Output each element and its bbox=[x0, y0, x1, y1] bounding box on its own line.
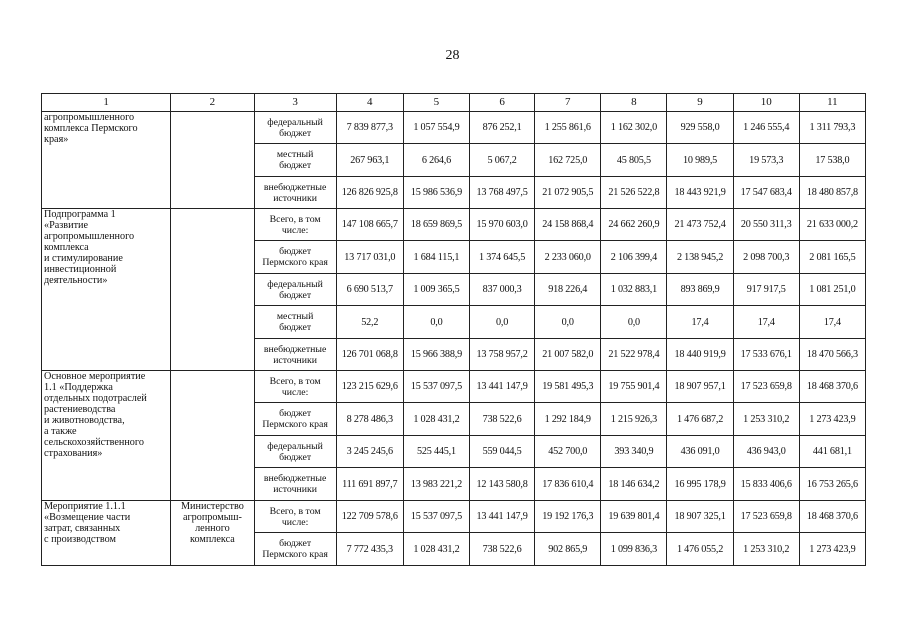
program-title: агропромышленного комплекса Пермского края» bbox=[44, 112, 138, 145]
funding-source: федеральный бюджет bbox=[267, 440, 323, 463]
amount-cell: 18 443 921,9 bbox=[667, 177, 733, 209]
amount-cell: 17,4 bbox=[799, 306, 865, 339]
column-header: 4 bbox=[336, 94, 403, 112]
program-title-cell bbox=[42, 112, 171, 209]
amount-cell: 436 091,0 bbox=[667, 436, 733, 468]
funding-source-cell bbox=[254, 533, 336, 566]
amount-cell: 918 226,4 bbox=[535, 274, 601, 306]
amount-cell: 19 755 901,4 bbox=[601, 371, 667, 403]
funding-source-cell bbox=[254, 274, 336, 306]
funding-source: Всего, в том числе: bbox=[269, 375, 321, 398]
amount-cell: 8 278 486,3 bbox=[336, 403, 403, 436]
amount-cell: 452 700,0 bbox=[535, 436, 601, 468]
amount-cell: 13 758 957,2 bbox=[470, 339, 535, 371]
funding-source-cell bbox=[254, 112, 336, 144]
amount-cell: 2 233 060,0 bbox=[535, 241, 601, 274]
responsible-cell bbox=[171, 209, 254, 371]
amount-cell: 1 253 310,2 bbox=[733, 533, 799, 566]
amount-cell: 162 725,0 bbox=[535, 144, 601, 177]
funding-source-cell bbox=[254, 501, 336, 533]
funding-source-cell bbox=[254, 209, 336, 241]
amount-cell: 837 000,3 bbox=[470, 274, 535, 306]
amount-cell: 19 581 495,3 bbox=[535, 371, 601, 403]
amount-cell: 6 690 513,7 bbox=[336, 274, 403, 306]
amount-cell: 1 273 423,9 bbox=[799, 403, 865, 436]
amount-cell: 15 970 603,0 bbox=[470, 209, 535, 241]
amount-cell: 1 009 365,5 bbox=[403, 274, 469, 306]
amount-cell: 21 522 978,4 bbox=[601, 339, 667, 371]
column-header: 2 bbox=[171, 94, 254, 112]
amount-cell: 1 292 184,9 bbox=[535, 403, 601, 436]
amount-cell: 18 146 634,2 bbox=[601, 468, 667, 501]
amount-cell: 24 662 260,9 bbox=[601, 209, 667, 241]
amount-cell: 13 441 147,9 bbox=[470, 371, 535, 403]
amount-cell: 1 057 554,9 bbox=[403, 112, 469, 144]
amount-cell: 1 032 883,1 bbox=[601, 274, 667, 306]
amount-cell: 16 753 265,6 bbox=[799, 468, 865, 501]
amount-cell: 1 099 836,3 bbox=[601, 533, 667, 566]
funding-source: местный бюджет bbox=[276, 149, 314, 171]
program-title: Основное мероприятие 1.1 «Поддержка отдельных подотраслей растениеводства и животноводства, а также сельскохозяйственного страхования» bbox=[44, 371, 147, 459]
amount-cell: 1 374 645,5 bbox=[470, 241, 535, 274]
amount-cell: 24 158 868,4 bbox=[535, 209, 601, 241]
program-title-cell bbox=[42, 371, 171, 501]
amount-cell: 393 340,9 bbox=[601, 436, 667, 468]
amount-cell: 17,4 bbox=[733, 306, 799, 339]
amount-cell: 18 440 919,9 bbox=[667, 339, 733, 371]
amount-cell: 111 691 897,7 bbox=[336, 468, 403, 501]
amount-cell: 123 215 629,6 bbox=[336, 371, 403, 403]
amount-cell: 17 523 659,8 bbox=[733, 501, 799, 533]
program-title: Мероприятие 1.1.1 «Возмещение части затрат, связанных с производством bbox=[44, 501, 131, 545]
funding-source-cell bbox=[254, 144, 336, 177]
amount-cell: 0,0 bbox=[535, 306, 601, 339]
amount-cell: 18 468 370,6 bbox=[799, 371, 865, 403]
funding-source: бюджет Пермского края bbox=[262, 246, 328, 268]
funding-source: внебюджетные источники bbox=[263, 181, 327, 204]
amount-cell: 13 983 221,2 bbox=[403, 468, 469, 501]
amount-cell: 2 098 700,3 bbox=[733, 241, 799, 274]
funding-source-cell bbox=[254, 306, 336, 339]
amount-cell: 267 963,1 bbox=[336, 144, 403, 177]
responsible-cell bbox=[171, 501, 254, 566]
funding-source: внебюджетные источники bbox=[263, 343, 327, 366]
amount-cell: 738 522,6 bbox=[470, 403, 535, 436]
amount-cell: 126 826 925,8 bbox=[336, 177, 403, 209]
responsible-cell bbox=[171, 371, 254, 501]
column-header: 1 bbox=[42, 94, 171, 112]
amount-cell: 5 067,2 bbox=[470, 144, 535, 177]
amount-cell: 18 659 869,5 bbox=[403, 209, 469, 241]
amount-cell: 1 476 687,2 bbox=[667, 403, 733, 436]
funding-source: бюджет Пермского края bbox=[262, 408, 328, 430]
column-header: 11 bbox=[799, 94, 865, 112]
amount-cell: 13 717 031,0 bbox=[336, 241, 403, 274]
amount-cell: 6 264,6 bbox=[403, 144, 469, 177]
amount-cell: 1 311 793,3 bbox=[799, 112, 865, 144]
amount-cell: 12 143 580,8 bbox=[470, 468, 535, 501]
program-title: Подпрограмма 1 «Развитие агропромышленного комплекса и стимулирование инвестиционной деятельности» bbox=[44, 209, 135, 286]
amount-cell: 0,0 bbox=[470, 306, 535, 339]
amount-cell: 876 252,1 bbox=[470, 112, 535, 144]
amount-cell: 19 573,3 bbox=[733, 144, 799, 177]
amount-cell: 929 558,0 bbox=[667, 112, 733, 144]
funding-source-cell bbox=[254, 177, 336, 209]
column-number-row bbox=[42, 94, 866, 112]
amount-cell: 13 768 497,5 bbox=[470, 177, 535, 209]
amount-cell: 7 772 435,3 bbox=[336, 533, 403, 566]
funding-source: федеральный бюджет bbox=[267, 278, 323, 301]
funding-source-cell bbox=[254, 241, 336, 274]
table-row bbox=[42, 371, 866, 403]
amount-cell: 1 028 431,2 bbox=[403, 403, 469, 436]
amount-cell: 52,2 bbox=[336, 306, 403, 339]
amount-cell: 15 833 406,6 bbox=[733, 468, 799, 501]
responsible-cell bbox=[171, 112, 254, 209]
amount-cell: 3 245 245,6 bbox=[336, 436, 403, 468]
amount-cell: 738 522,6 bbox=[470, 533, 535, 566]
amount-cell: 17,4 bbox=[667, 306, 733, 339]
amount-cell: 21 526 522,8 bbox=[601, 177, 667, 209]
amount-cell: 2 138 945,2 bbox=[667, 241, 733, 274]
funding-source: Всего, в том числе: bbox=[269, 505, 321, 528]
budget-table bbox=[41, 93, 866, 566]
responsible-executor: Министерство агропромыш- ленного комплекса bbox=[181, 501, 244, 545]
amount-cell: 18 907 957,1 bbox=[667, 371, 733, 403]
table-row bbox=[42, 209, 866, 241]
amount-cell: 45 805,5 bbox=[601, 144, 667, 177]
funding-source-cell bbox=[254, 436, 336, 468]
amount-cell: 893 869,9 bbox=[667, 274, 733, 306]
amount-cell: 1 273 423,9 bbox=[799, 533, 865, 566]
amount-cell: 19 192 176,3 bbox=[535, 501, 601, 533]
amount-cell: 1 253 310,2 bbox=[733, 403, 799, 436]
amount-cell: 17 547 683,4 bbox=[733, 177, 799, 209]
amount-cell: 1 255 861,6 bbox=[535, 112, 601, 144]
amount-cell: 122 709 578,6 bbox=[336, 501, 403, 533]
funding-source-cell bbox=[254, 468, 336, 501]
amount-cell: 559 044,5 bbox=[470, 436, 535, 468]
column-header: 5 bbox=[403, 94, 469, 112]
funding-source-cell bbox=[254, 371, 336, 403]
amount-cell: 0,0 bbox=[403, 306, 469, 339]
amount-cell: 917 917,5 bbox=[733, 274, 799, 306]
funding-source-cell bbox=[254, 339, 336, 371]
amount-cell: 2 106 399,4 bbox=[601, 241, 667, 274]
amount-cell: 13 441 147,9 bbox=[470, 501, 535, 533]
amount-cell: 20 550 311,3 bbox=[733, 209, 799, 241]
amount-cell: 21 007 582,0 bbox=[535, 339, 601, 371]
amount-cell: 21 473 752,4 bbox=[667, 209, 733, 241]
amount-cell: 1 684 115,1 bbox=[403, 241, 469, 274]
amount-cell: 17 836 610,4 bbox=[535, 468, 601, 501]
program-title-cell bbox=[42, 501, 171, 566]
page-number: 28 bbox=[445, 48, 460, 63]
funding-source: федеральный бюджет bbox=[267, 116, 323, 139]
funding-source: бюджет Пермского края bbox=[262, 538, 328, 560]
amount-cell: 902 865,9 bbox=[535, 533, 601, 566]
amount-cell: 2 081 165,5 bbox=[799, 241, 865, 274]
amount-cell: 1 215 926,3 bbox=[601, 403, 667, 436]
amount-cell: 15 986 536,9 bbox=[403, 177, 469, 209]
amount-cell: 18 480 857,8 bbox=[799, 177, 865, 209]
amount-cell: 147 108 665,7 bbox=[336, 209, 403, 241]
amount-cell: 1 028 431,2 bbox=[403, 533, 469, 566]
table-row bbox=[42, 112, 866, 144]
column-header: 9 bbox=[667, 94, 733, 112]
amount-cell: 18 468 370,6 bbox=[799, 501, 865, 533]
amount-cell: 126 701 068,8 bbox=[336, 339, 403, 371]
column-header: 8 bbox=[601, 94, 667, 112]
amount-cell: 16 995 178,9 bbox=[667, 468, 733, 501]
column-header: 7 bbox=[535, 94, 601, 112]
amount-cell: 1 081 251,0 bbox=[799, 274, 865, 306]
amount-cell: 17 538,0 bbox=[799, 144, 865, 177]
amount-cell: 21 633 000,2 bbox=[799, 209, 865, 241]
amount-cell: 17 533 676,1 bbox=[733, 339, 799, 371]
amount-cell: 17 523 659,8 bbox=[733, 371, 799, 403]
amount-cell: 436 943,0 bbox=[733, 436, 799, 468]
amount-cell: 441 681,1 bbox=[799, 436, 865, 468]
column-header: 6 bbox=[470, 94, 535, 112]
column-header: 10 bbox=[733, 94, 799, 112]
funding-source: местный бюджет bbox=[276, 311, 314, 333]
table-body bbox=[42, 94, 866, 566]
amount-cell: 7 839 877,3 bbox=[336, 112, 403, 144]
program-title-cell bbox=[42, 209, 171, 371]
amount-cell: 18 470 566,3 bbox=[799, 339, 865, 371]
amount-cell: 1 162 302,0 bbox=[601, 112, 667, 144]
amount-cell: 10 989,5 bbox=[667, 144, 733, 177]
amount-cell: 18 907 325,1 bbox=[667, 501, 733, 533]
column-header: 3 bbox=[254, 94, 336, 112]
funding-source-cell bbox=[254, 403, 336, 436]
amount-cell: 15 537 097,5 bbox=[403, 501, 469, 533]
funding-source: Всего, в том числе: bbox=[269, 213, 321, 236]
amount-cell: 19 639 801,4 bbox=[601, 501, 667, 533]
amount-cell: 1 476 055,2 bbox=[667, 533, 733, 566]
amount-cell: 1 246 555,4 bbox=[733, 112, 799, 144]
amount-cell: 15 966 388,9 bbox=[403, 339, 469, 371]
amount-cell: 525 445,1 bbox=[403, 436, 469, 468]
amount-cell: 21 072 905,5 bbox=[535, 177, 601, 209]
table-row bbox=[42, 501, 866, 533]
amount-cell: 15 537 097,5 bbox=[403, 371, 469, 403]
amount-cell: 0,0 bbox=[601, 306, 667, 339]
funding-source: внебюджетные источники bbox=[263, 473, 327, 495]
